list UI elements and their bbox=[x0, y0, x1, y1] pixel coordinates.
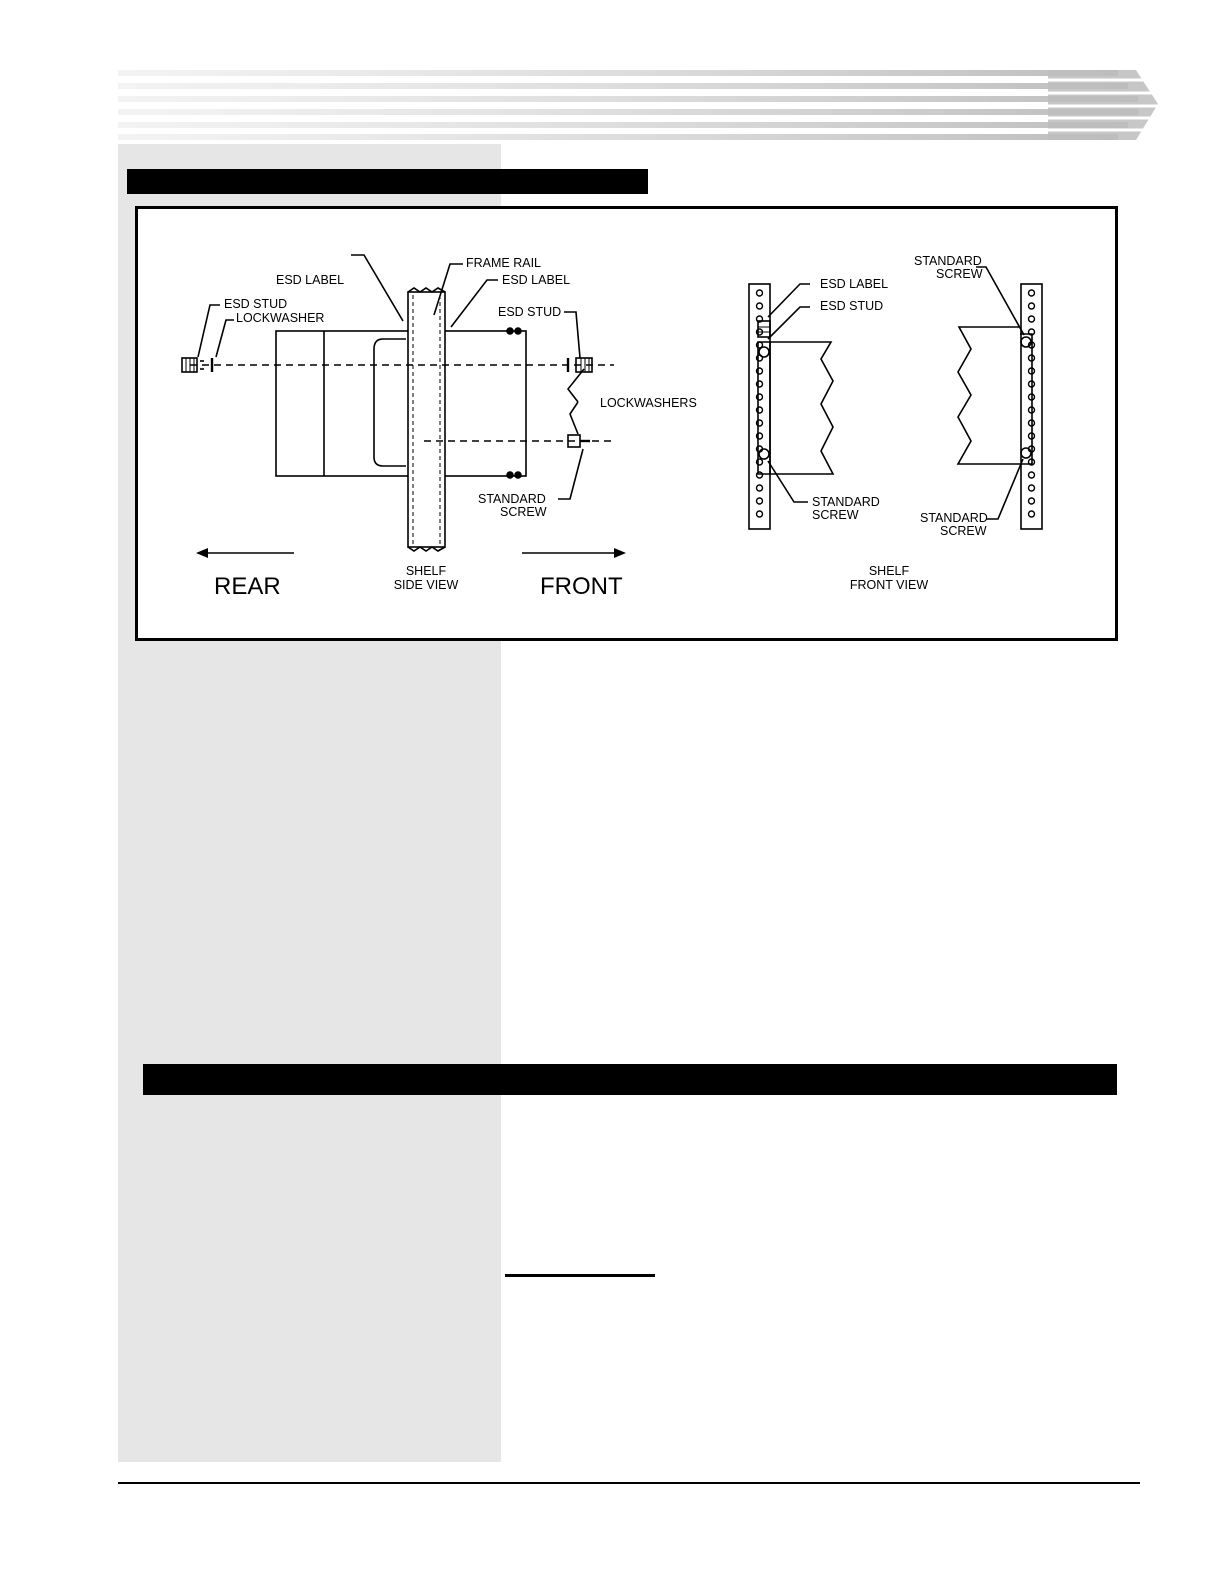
label-esd-label-right: ESD LABEL bbox=[502, 273, 571, 287]
label-esd-stud-front: ESD STUD bbox=[820, 299, 884, 313]
rail-hole bbox=[1029, 485, 1035, 491]
footer-rule bbox=[118, 1482, 1140, 1484]
rail-hole bbox=[1029, 511, 1035, 517]
standard-screw-front-left bbox=[759, 449, 769, 459]
esd-diagram bbox=[138, 209, 1115, 638]
rail-hole bbox=[1029, 303, 1035, 309]
label-esd-stud-right: ESD STUD bbox=[498, 305, 562, 319]
caption-side-1: SHELF bbox=[405, 564, 447, 578]
section-heading-bar bbox=[127, 169, 648, 194]
section-heading-bar-2 bbox=[143, 1064, 1117, 1095]
label-standard-screw-top-2: SCREW bbox=[936, 267, 983, 281]
label-standard-screw-side-1: STANDARD bbox=[478, 492, 546, 506]
label-frame-rail: FRAME RAIL bbox=[466, 256, 542, 270]
label-esd-label-left: ESD LABEL bbox=[276, 273, 345, 287]
shelf-body bbox=[276, 331, 526, 476]
rail-hole bbox=[1029, 316, 1035, 322]
caption-front-1: SHELF bbox=[868, 564, 910, 578]
label-standard-screw-left-2: SCREW bbox=[812, 508, 859, 522]
caption-front-2: FRONT VIEW bbox=[849, 578, 929, 592]
underline-rule bbox=[505, 1274, 655, 1277]
label-esd-stud-left: ESD STUD bbox=[224, 297, 288, 311]
label-standard-screw-top-1: STANDARD bbox=[914, 254, 982, 268]
rail-hole bbox=[1029, 498, 1035, 504]
label-esd-label-front: ESD LABEL bbox=[820, 277, 889, 291]
frame-rail bbox=[408, 292, 445, 547]
rail-hole bbox=[757, 498, 763, 504]
label-front: FRONT bbox=[540, 573, 623, 600]
label-standard-screw-left-1: STANDARD bbox=[812, 495, 880, 509]
rail-hole bbox=[1029, 290, 1035, 296]
rail-hole bbox=[757, 472, 763, 478]
rail-hole bbox=[1029, 472, 1035, 478]
caption-side-2: SIDE VIEW bbox=[393, 578, 459, 592]
rail-hole bbox=[757, 290, 763, 296]
label-lockwashers: LOCKWASHERS bbox=[600, 396, 697, 410]
label-rear: REAR bbox=[214, 573, 281, 600]
label-standard-screw-side-2: SCREW bbox=[500, 505, 547, 519]
rail-hole bbox=[757, 303, 763, 309]
rail-hole bbox=[757, 511, 763, 517]
label-standard-screw-right-1: STANDARD bbox=[920, 511, 988, 525]
header-stripes bbox=[118, 68, 1158, 144]
label-standard-screw-right-2: SCREW bbox=[940, 524, 987, 538]
label-lockwasher: LOCKWASHER bbox=[236, 311, 325, 325]
standard-screw-front-right bbox=[1021, 448, 1031, 458]
figure-esd-stud-installation bbox=[135, 206, 1118, 641]
rail-hole bbox=[757, 485, 763, 491]
